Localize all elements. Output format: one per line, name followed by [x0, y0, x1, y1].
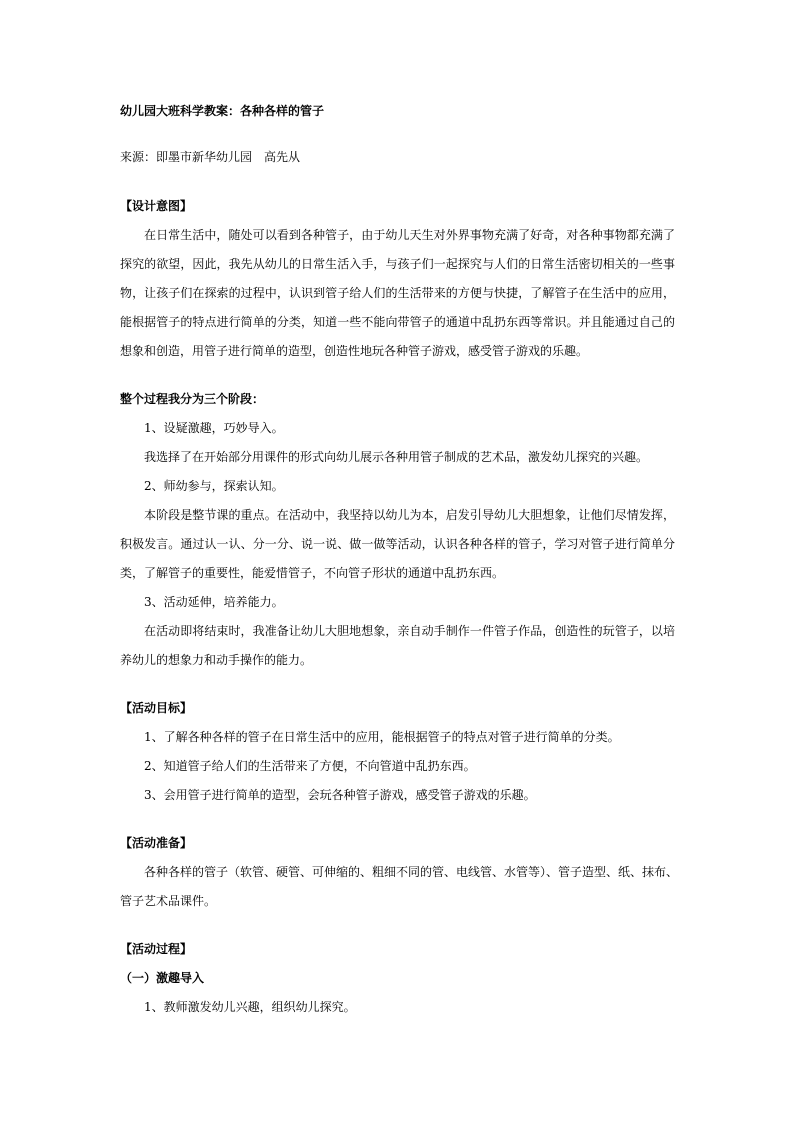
paragraph-line: 管子艺术品课件。 — [120, 894, 217, 908]
stage-paragraph-2 — [120, 501, 675, 588]
paragraph-line: 物，让孩子们在探索的过程中，认识到管子给人们的生活带来的方便与快捷，了解管子在生活中的应用， — [120, 286, 675, 300]
paragraph-line: 在活动即将结束时，我准备让幼儿大胆地想象，亲自动手制作一件管子作品，创造性的玩管子，以培 — [144, 624, 675, 638]
paragraph-line: 我选择了在开始部分用课件的形式向幼儿展示各种用管子制成的艺术品，激发幼儿探究的兴趣。 — [144, 450, 649, 464]
paragraph-line: 在日常生活中，随处可以看到各种管子，由于幼儿天生对外界事物充满了好奇，对各种事物都充满了 — [144, 228, 675, 242]
source-line: 来源：即墨市新华幼儿园 高先从 — [120, 150, 301, 164]
section-process — [120, 935, 675, 1022]
stage-title-1: 1、设疑激趣，巧妙导入。 — [144, 421, 284, 435]
goal-item: 2、知道管子给人们的生活带来了方便，不向管道中乱扔东西。 — [144, 759, 476, 773]
paragraph-line: 想象和创造，用管子进行简单的造型，创造性地玩各种管子游戏，感受管子游戏的乐趣。 — [120, 344, 589, 358]
preparation-paragraph — [120, 858, 679, 916]
section-heading-design-intent: 【设计意图】 — [120, 199, 193, 213]
document-page — [120, 97, 679, 1022]
process-subheading: （一）激趣导入 — [120, 971, 205, 985]
section-heading-stages: 整个过程我分为三个阶段： — [120, 392, 265, 406]
paragraph-line: 探究的欲望，因此，我先从幼儿的日常生活入手，与孩子们一起探究与人们的日常生活密切相关的一些事 — [120, 257, 675, 271]
process-item: 1、教师激发幼儿兴趣，组织幼儿探究。 — [144, 1000, 356, 1014]
stage-title-3: 3、活动延伸，培养能力。 — [144, 595, 284, 609]
paragraph-line: 各种各样的管子（软管、硬管、可伸缩的、粗细不同的管、电线管、水管等）、管子造型、纸、抹布、 — [144, 865, 679, 879]
document-title: 幼儿园大班科学教案：各种各样的管子 — [120, 104, 325, 118]
stage-paragraph-1 — [120, 443, 675, 472]
section-stages — [120, 385, 675, 675]
stage-paragraph-3 — [120, 617, 675, 675]
section-heading-preparation: 【活动准备】 — [120, 836, 193, 850]
paragraph-line: 本阶段是整节课的重点。在活动中，我坚持以幼儿为本，启发引导幼儿大胆想象，让他们尽情发挥， — [144, 508, 675, 522]
paragraph-line: 能根据管子的特点进行简单的分类，知道一些不能向带管子的通道中乱扔东西等常识。并且能通过自己的 — [120, 315, 675, 329]
section-design-intent — [120, 192, 675, 366]
paragraph-line: 积极发言。通过认一认、分一分、说一说、做一做等活动，认识各种各样的管子，学习对管子进行简单分 — [120, 537, 675, 551]
goal-item: 1、了解各种各样的管子在日常生活中的应用，能根据管子的特点对管子进行简单的分类。 — [144, 730, 620, 744]
design-intent-paragraph — [120, 221, 675, 366]
paragraph-line: 类，了解管子的重要性，能爱惜管子，不向管子形状的通道中乱扔东西。 — [120, 566, 505, 580]
section-heading-process: 【活动过程】 — [120, 942, 193, 956]
section-heading-goals: 【活动目标】 — [120, 701, 193, 715]
paragraph-line: 养幼儿的想象力和动手操作的能力。 — [120, 653, 313, 667]
section-goals — [120, 694, 675, 810]
stage-title-2: 2、师幼参与，探索认知。 — [144, 479, 284, 493]
goal-item: 3、会用管子进行简单的造型，会玩各种管子游戏，感受管子游戏的乐趣。 — [144, 788, 536, 802]
section-preparation — [120, 829, 679, 916]
